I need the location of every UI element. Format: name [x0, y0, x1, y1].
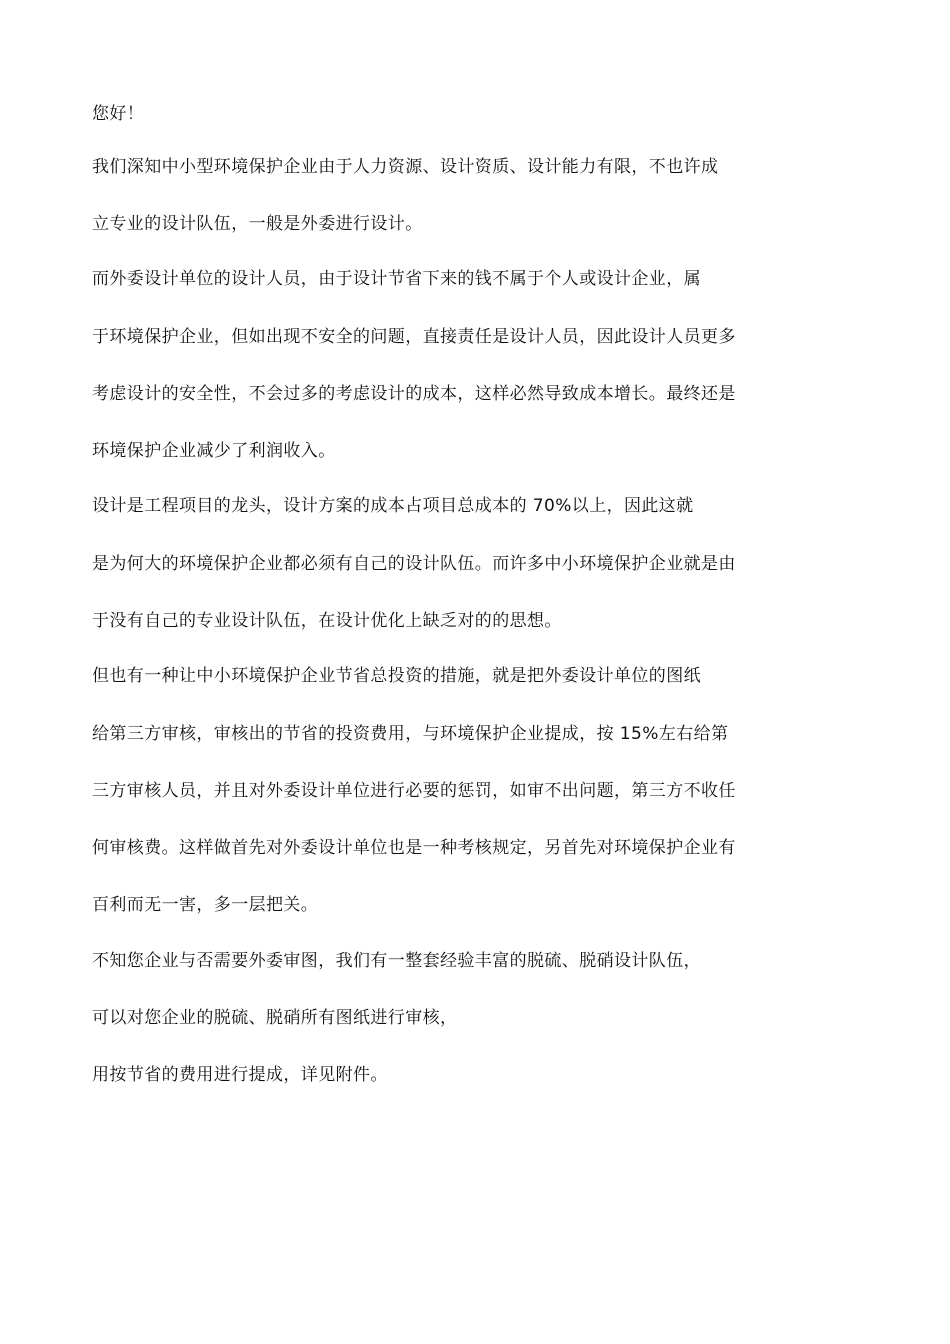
paragraph-line: 百利而无一害，多一层把关。	[92, 895, 319, 915]
paragraph-line: 给第三方审核，审核出的节省的投资费用，与环境保护企业提成，按 15%左右给第	[92, 724, 729, 744]
paragraph-line: 而外委设计单位的设计人员，由于设计节省下来的钱不属于个人或设计企业，属	[92, 269, 701, 289]
paragraph-line: 三方审核人员，并且对外委设计单位进行必要的惩罚，如审不出问题，第三方不收任	[92, 781, 736, 801]
paragraph-line: 不知您企业与否需要外委审图，我们有一整套经验丰富的脱硫、脱硝设计队伍，	[92, 951, 701, 971]
paragraph-line: 立专业的设计队伍，一般是外委进行设计。	[92, 214, 423, 234]
paragraph-line: 设计是工程项目的龙头，设计方案的成本占项目总成本的 70%以上，因此这就	[92, 496, 694, 516]
paragraph-line: 用按节省的费用进行提成，详见附件。	[92, 1065, 388, 1085]
paragraph-line: 考虑设计的安全性，不会过多的考虑设计的成本，这样必然导致成本增长。最终还是	[92, 384, 736, 404]
paragraph-line: 何审核费。这样做首先对外委设计单位也是一种考核规定，另首先对环境保护企业有	[92, 838, 736, 858]
paragraph-line: 我们深知中小型环境保护企业由于人力资源、设计资质、设计能力有限，不也许成	[92, 157, 719, 177]
paragraph-line: 是为何大的环境保护企业都必须有自己的设计队伍。而许多中小环境保护企业就是由	[92, 554, 736, 574]
paragraph-line: 但也有一种让中小环境保护企业节省总投资的措施，就是把外委设计单位的图纸	[92, 666, 701, 686]
paragraph-line: 于没有自己的专业设计队伍，在设计优化上缺乏对的的思想。	[92, 611, 562, 631]
greeting: 您好！	[92, 104, 145, 124]
paragraph-line: 可以对您企业的脱硫、脱硝所有图纸进行审核，	[92, 1008, 458, 1028]
paragraph-line: 于环境保护企业，但如出现不安全的问题，直接责任是设计人员，因此设计人员更多	[92, 327, 736, 347]
paragraph-line: 环境保护企业减少了利润收入。	[92, 441, 336, 461]
